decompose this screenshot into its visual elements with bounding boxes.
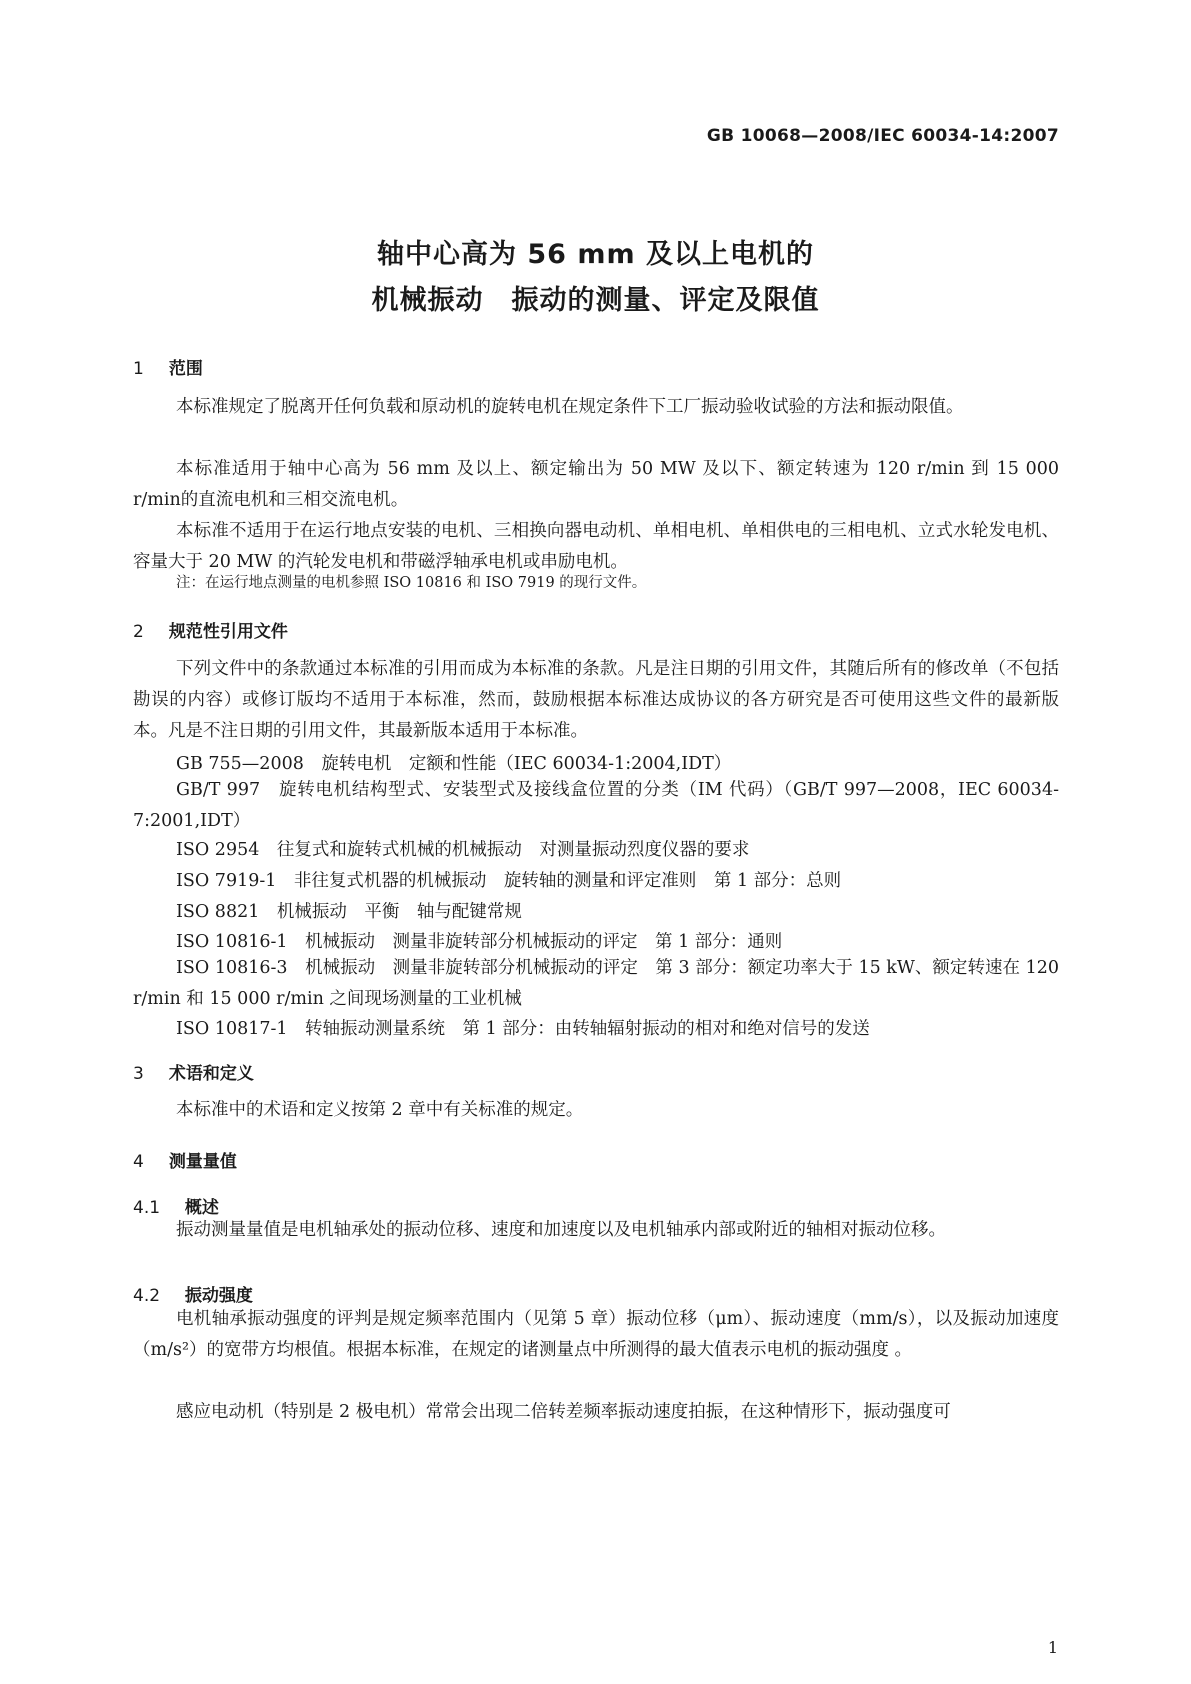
reference-item: ISO 10816-1 机械振动 测量非旋转部分机械振动的评定 第 1 部分：通则: [176, 932, 783, 952]
section-1-paragraph-2: 本标准适用于轴中心高为 56 mm 及以上、额定输出为 50 MW 及以下、额定转速为 120 r/min 到 15 000 r/min的直流电机和三相交流电机。: [133, 459, 1059, 510]
subsection-4-2-paragraph-1: 电机轴承振动强度的评判是规定频率范围内（见第 5 章）振动位移（μm）、振动速度（mm/s），以及振动加速度（m/s²）的宽带方均根值。根据本标准，在规定的诸测量点中所测得的最大值表示电机的振动强度 。: [133, 1309, 1059, 1360]
reference-item: ISO 8821 机械振动 平衡 轴与配键常规: [176, 902, 522, 922]
subsection-number: 4.2: [133, 1286, 161, 1306]
section-1-note: 注：在运行地点测量的电机参照 ISO 10816 和 ISO 7919 的现行文件。: [176, 575, 647, 591]
reference-item: GB 755—2008 旋转电机 定额和性能（IEC 60034-1:2004,IDT）: [176, 754, 732, 774]
title-line-2: 机械振动 振动的测量、评定及限值: [371, 285, 820, 316]
reference-item: GB/T 997 旋转电机结构型式、安装型式及接线盒位置的分类（IM 代码）（GB/T 997—2008，IEC 60034-7:2001,IDT）: [133, 780, 1059, 831]
reference-item: ISO 7919-1 非往复式机器的机械振动 旋转轴的测量和评定准则 第 1 部分：总则: [176, 871, 842, 891]
section-2-intro: 下列文件中的条款通过本标准的引用而成为本标准的条款。凡是注日期的引用文件，其随后所有的修改单（不包括勘误的内容）或修订版均不适用于本标准，然而，鼓励根据本标准达成协议的各方研究是否可使用这些文件的最新版本。凡是不注日期的引用文件，其最新版本适用于本标准。: [133, 659, 1059, 741]
section-1-heading: [133, 354, 203, 379]
reference-item: ISO 10817-1 转轴振动测量系统 第 1 部分：由转轴辐射振动的相对和绝对信号的发送: [176, 1019, 870, 1039]
section-3-heading: [133, 1059, 254, 1084]
section-title: 术语和定义: [168, 1064, 254, 1084]
page-number: 1: [1047, 1638, 1058, 1657]
section-number: 2: [133, 622, 144, 642]
section-1-paragraph-1: 本标准规定了脱离开任何负载和原动机的旋转电机在规定条件下工厂振动验收试验的方法和振动限值。: [176, 397, 964, 417]
section-title: 范围: [168, 359, 203, 379]
section-title: 测量量值: [168, 1152, 237, 1172]
section-1-paragraph-3: 本标准不适用于在运行地点安装的电机、三相换向器电动机、单相电机、单相供电的三相电机、立式水轮发电机、容量大于 20 MW 的汽轮发电机和带磁浮轴承电机或串励电机。: [133, 521, 1059, 572]
section-3-paragraph-1: 本标准中的术语和定义按第 2 章中有关标准的规定。: [176, 1100, 584, 1120]
subsection-number: 4.1: [133, 1198, 161, 1218]
reference-item: ISO 2954 往复式和旋转式机械的机械振动 对测量振动烈度仪器的要求: [176, 840, 750, 860]
title-line-1: 轴中心高为 56 mm 及以上电机的: [376, 239, 815, 270]
section-number: 3: [133, 1064, 144, 1084]
subsection-title: 概述: [184, 1198, 219, 1218]
subsection-4-2-paragraph-2: 感应电动机（特别是 2 极电机）常常会出现二倍转差频率振动速度拍振，在这种情形下，振动强度可: [176, 1402, 951, 1422]
section-number: 1: [133, 359, 144, 379]
section-number: 4: [133, 1152, 144, 1172]
section-4-heading: [133, 1147, 237, 1172]
subsection-4-2-heading: [133, 1281, 253, 1306]
section-title: 规范性引用文件: [168, 622, 288, 642]
reference-item: ISO 10816-3 机械振动 测量非旋转部分机械振动的评定 第 3 部分：额定功率大于 15 kW、额定转速在 120 r/min 和 15 000 r/min 之间现场测量的工业机械: [133, 958, 1059, 1009]
subsection-4-1-paragraph: 振动测量量值是电机轴承处的振动位移、速度和加速度以及电机轴承内部或附近的轴相对振动位移。: [176, 1220, 946, 1240]
section-2-heading: [133, 617, 288, 642]
standard-code: GB 10068—2008/IEC 60034-14:2007: [706, 126, 1059, 146]
subsection-title: 振动强度: [184, 1286, 253, 1306]
